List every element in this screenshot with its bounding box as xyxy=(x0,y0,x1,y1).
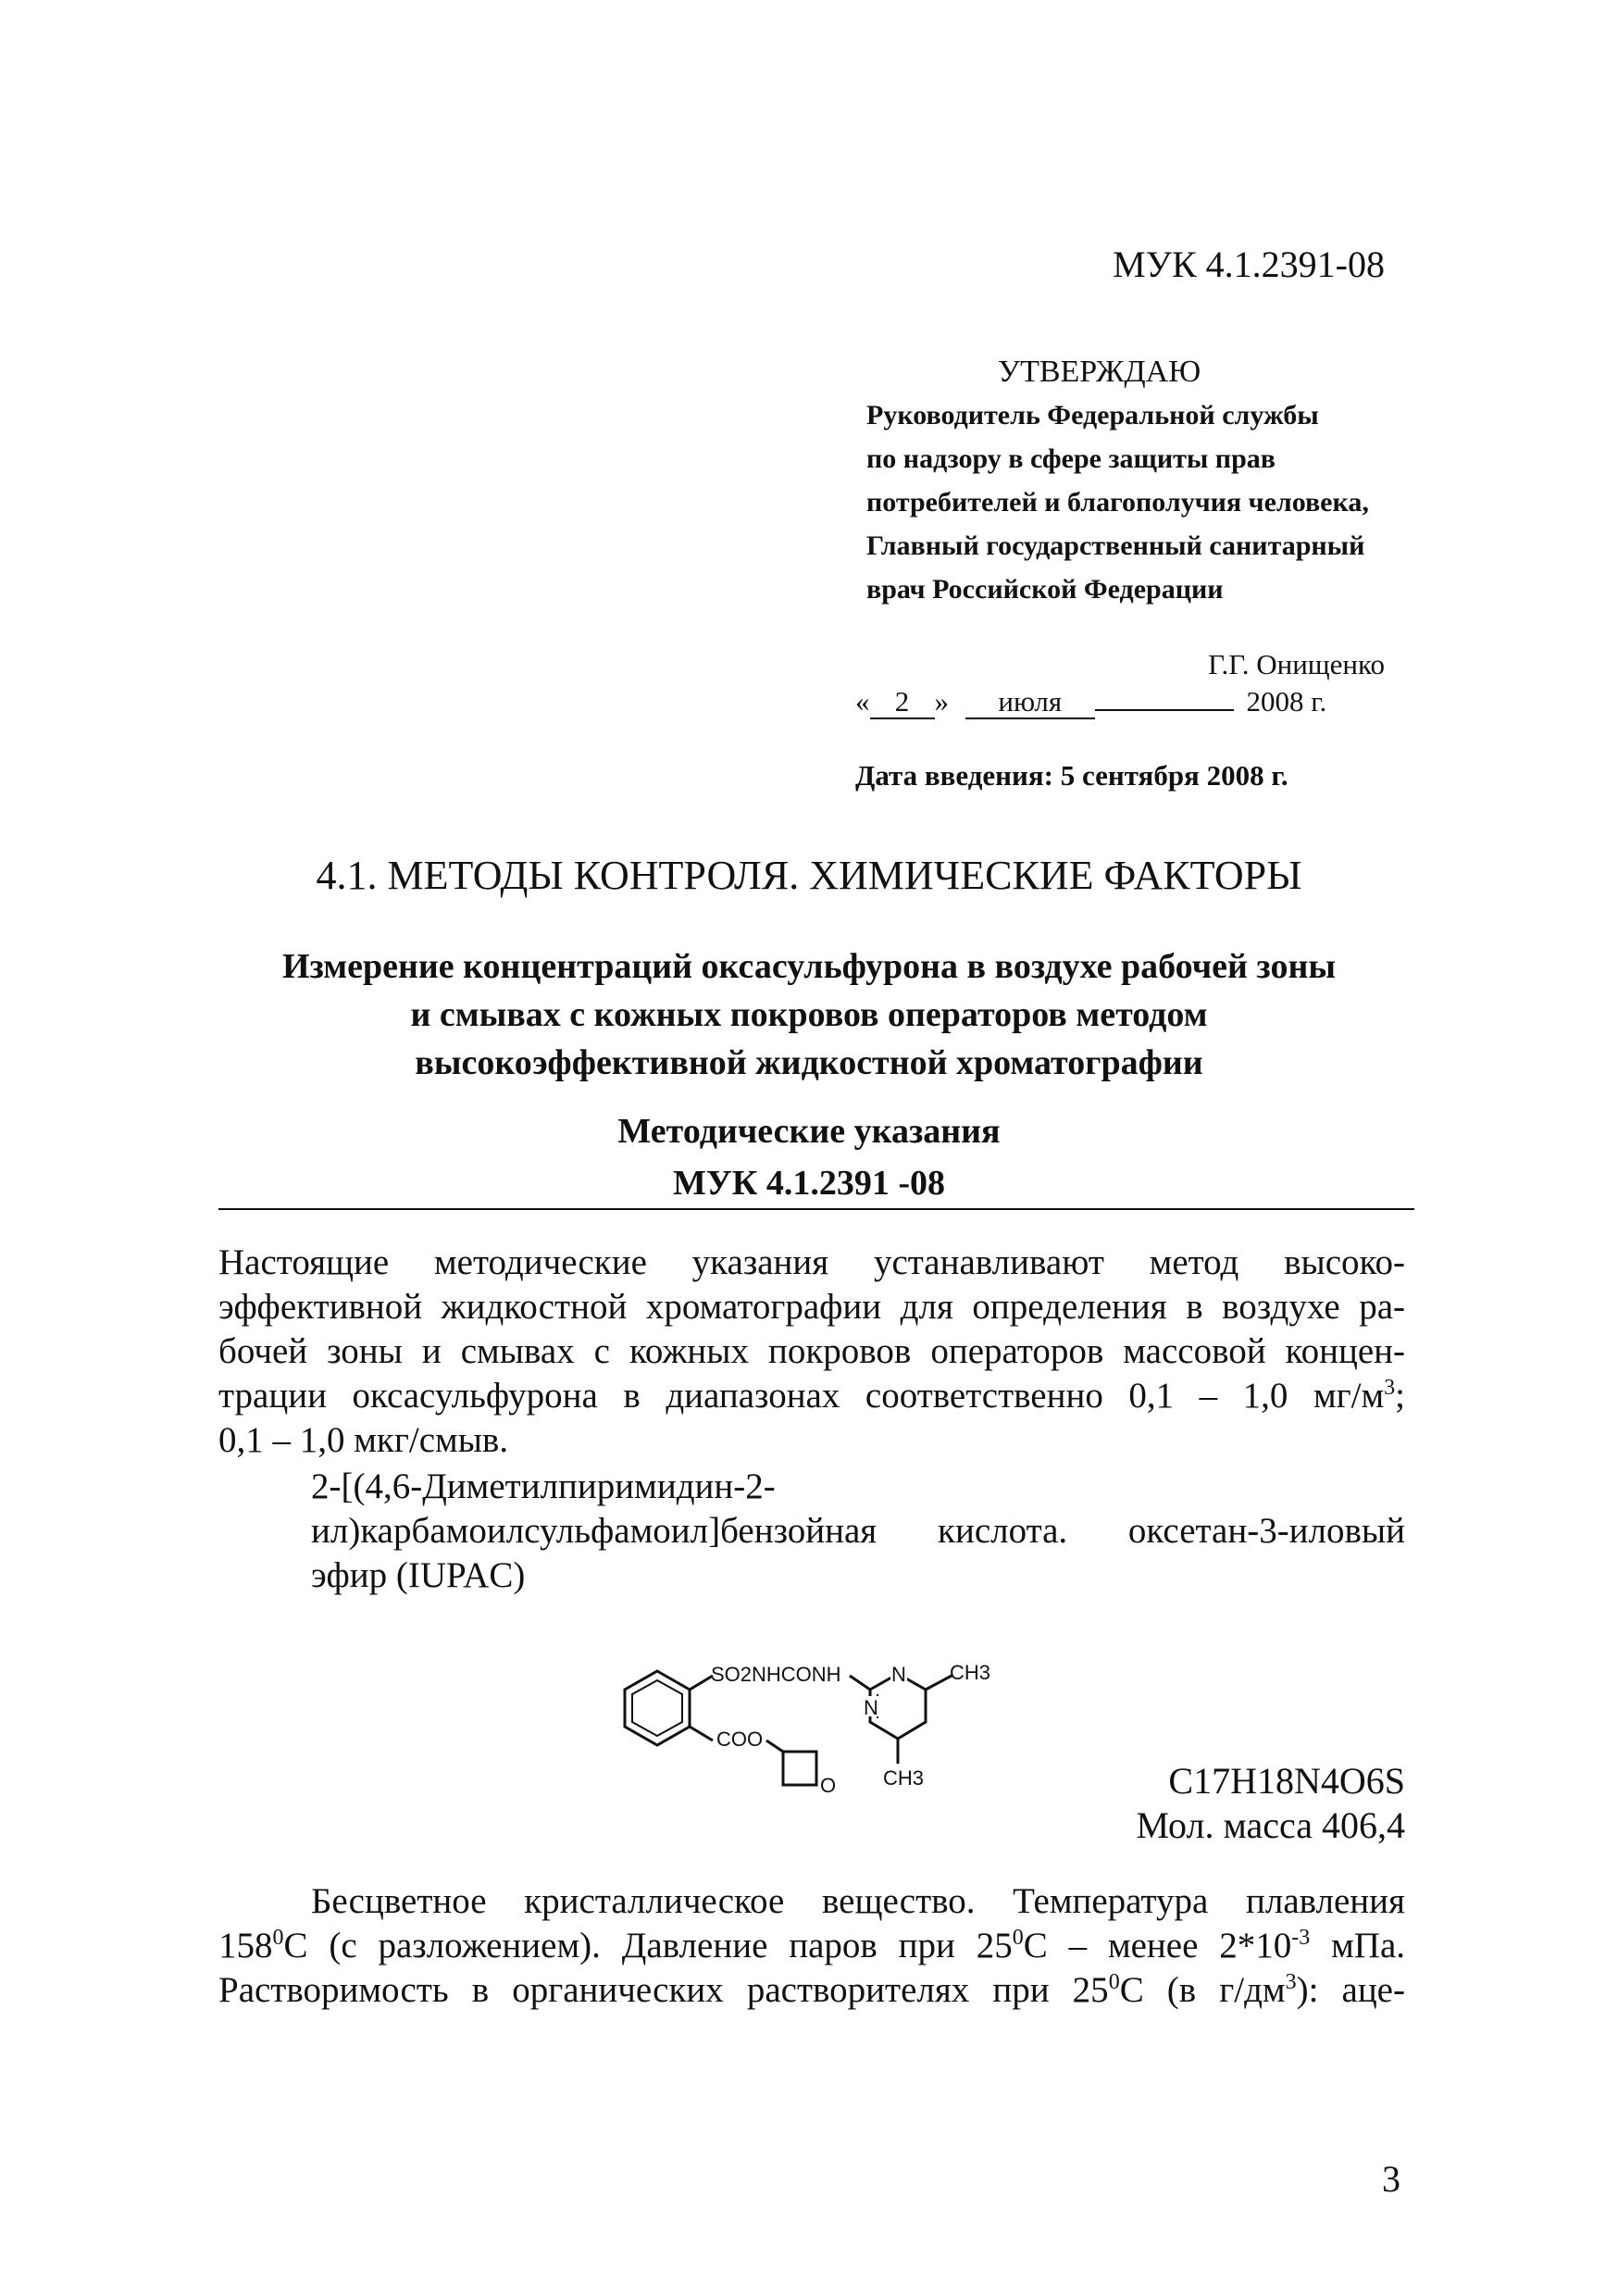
superscript: 3 xyxy=(1384,1376,1396,1400)
molecular-formula: C17H18N4O6S xyxy=(1168,1760,1405,1802)
bond xyxy=(926,1676,952,1690)
document-title xyxy=(0,942,1618,1087)
label-coo: COO xyxy=(716,1728,764,1751)
label-so2nhconh: SO2NHCONH xyxy=(711,1663,841,1686)
iupac-line: ил)карбамоилсульфамоил]бензойная кислота. оксетан-3-иловый xyxy=(311,1511,1405,1551)
approval-heading: УТВЕРЖДАЮ xyxy=(998,355,1201,389)
superscript: 3 xyxy=(1285,1970,1297,1994)
body-text: 158 xyxy=(218,1926,273,1965)
title-line: и смывах с кожных покровов операторов методом xyxy=(410,995,1208,1034)
approval-line: Руководитель Федеральной службы xyxy=(866,400,1319,430)
body-line xyxy=(218,1924,1405,1968)
approval-line: Главный государственный санитарный xyxy=(866,530,1365,561)
document-code: МУК 4.1.2391-08 xyxy=(1113,243,1385,285)
page-number: 3 xyxy=(1382,2158,1400,2200)
superscript: -3 xyxy=(1291,1926,1311,1950)
document-subtitle: Методические указания xyxy=(617,1112,1001,1151)
body-text: C (с разложением). Давление паров при 25 xyxy=(283,1926,1013,1965)
label-n: N xyxy=(864,1696,878,1719)
body-text: ; xyxy=(1395,1376,1405,1416)
approval-line: врач Российской Федерации xyxy=(866,574,1224,605)
iupac-line: эфир (IUPAC) xyxy=(311,1555,526,1595)
body-line: Бесцветное кристаллическое вещество. Температура плавления xyxy=(311,1881,1405,1921)
title-line: высокоэффективной жидкостной хроматографии xyxy=(415,1043,1203,1082)
bond xyxy=(766,1741,783,1752)
bond xyxy=(690,1727,713,1741)
date-blank xyxy=(1095,709,1234,711)
document-subtitle-code: МУК 4.1.2391 -08 xyxy=(673,1164,945,1203)
body-line: 0,1 – 1,0 мкг/смыв. xyxy=(218,1420,509,1460)
superscript: 0 xyxy=(1012,1926,1024,1950)
date-year: 2008 г. xyxy=(1246,685,1327,718)
benzene-inner-ring xyxy=(632,1680,682,1736)
signer-name: Г.Г. Онищенко xyxy=(1208,648,1385,680)
body-text: С (в г/дм xyxy=(1119,1970,1286,2010)
title-divider xyxy=(218,1208,1414,1210)
label-ch3: CH3 xyxy=(883,1766,925,1790)
title-line: Измерение концентраций оксасульфурона в воздухе рабочей зоны xyxy=(281,947,1337,986)
label-n: N xyxy=(891,1663,906,1686)
date-close-quote: » xyxy=(934,685,949,718)
benzene-ring xyxy=(625,1671,690,1745)
superscript: 0 xyxy=(1108,1970,1120,1994)
body-line: бочей зоны и смывах с кожных покровов операторов массовой концен- xyxy=(218,1331,1405,1371)
body-text: ): аце- xyxy=(1296,1970,1405,2010)
body-text: мПа. xyxy=(1310,1926,1406,1965)
date-open-quote: « xyxy=(855,685,870,718)
body-line xyxy=(218,1374,1405,1418)
bond xyxy=(850,1676,870,1690)
body-line: эффективной жидкостной хроматографии для определения в воздухе ра- xyxy=(218,1287,1405,1327)
iupac-line: 2-[(4,6-Диметилпиримидин-2- xyxy=(311,1466,776,1506)
molecular-mass: Мол. масса 406,4 xyxy=(1136,1804,1405,1846)
introduction-date: Дата введения: 5 сентября 2008 г. xyxy=(855,759,1288,792)
body-line xyxy=(218,1968,1405,2013)
approval-line: потребителей и благополучия человека, xyxy=(866,487,1369,518)
date-month: июля xyxy=(965,686,1095,719)
body-line: Настоящие методические указания устанавливают метод высоко- xyxy=(218,1242,1405,1282)
label-o: O xyxy=(820,1774,837,1797)
body-text: С – менее 2*10 xyxy=(1023,1926,1292,1965)
bond xyxy=(690,1676,713,1690)
section-title: 4.1. МЕТОДЫ КОНТРОЛЯ. ХИМИЧЕСКИЕ ФАКТОРЫ xyxy=(316,853,1302,898)
date-day: 2 xyxy=(870,686,935,719)
approval-date xyxy=(855,685,1326,719)
label-ch3: CH3 xyxy=(950,1661,991,1684)
approval-line: по надзору в сфере защиты прав xyxy=(866,443,1276,474)
oxetane-ring xyxy=(783,1752,816,1785)
superscript: 0 xyxy=(272,1926,284,1950)
body-text: Растворимость в органических растворителях при 25 xyxy=(218,1970,1109,2010)
body-text: трации оксасульфурона в диапазонах соответственно 0,1 – 1,0 мг/м xyxy=(218,1376,1385,1416)
structural-formula-drawing xyxy=(602,1648,1046,1815)
structural-formula xyxy=(602,1648,1046,1815)
